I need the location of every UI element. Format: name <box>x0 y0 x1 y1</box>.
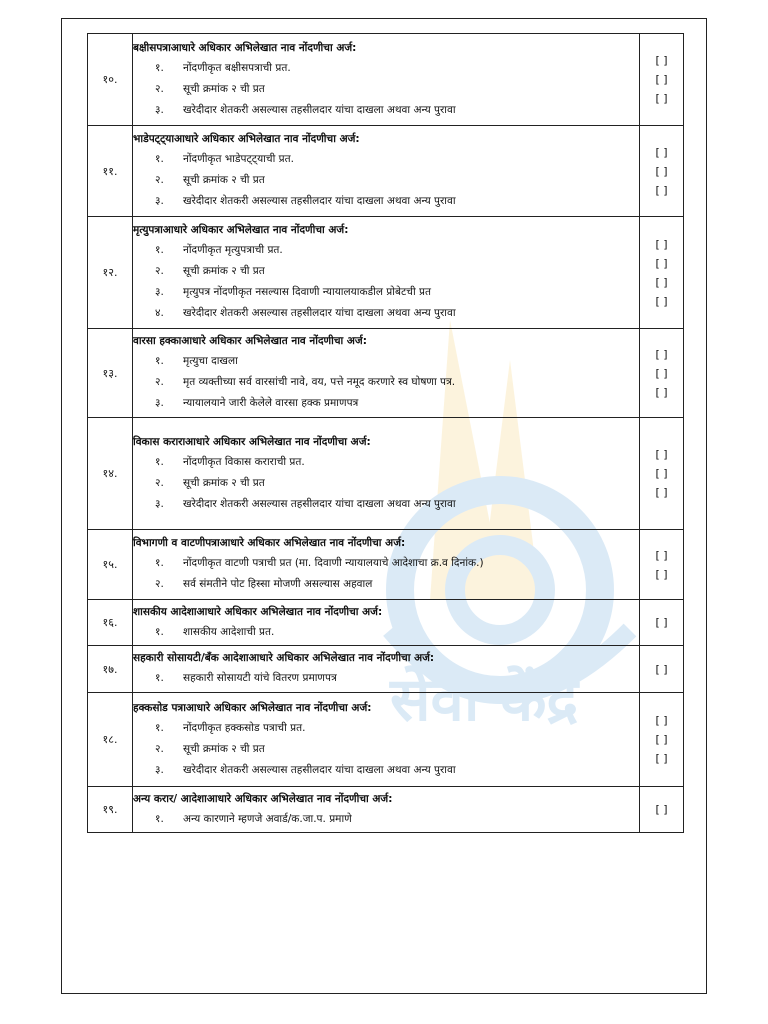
checklist-row <box>88 600 684 646</box>
document-item <box>133 718 639 739</box>
document-item <box>133 622 639 643</box>
section-number: १२. <box>88 217 133 329</box>
item-text: नोंदणीकृत भाडेपट्ट्याची प्रत. <box>183 153 294 165</box>
section-heading: बक्षीसपत्राआधारे अधिकार अभिलेखात नाव नोंदणीचा अर्ज: <box>133 41 357 54</box>
item-index: २. <box>155 578 164 590</box>
item-index: २. <box>155 82 164 95</box>
document-item <box>133 809 639 830</box>
item-index: १. <box>155 557 164 569</box>
section-content <box>133 34 640 126</box>
section-content <box>133 530 640 600</box>
checklist-row <box>88 418 684 530</box>
section-content <box>133 418 640 530</box>
item-index: ३. <box>155 195 164 207</box>
section-content <box>133 787 640 833</box>
document-item <box>133 393 639 414</box>
section-heading: शासकीय आदेशाआधारे अधिकार अभिलेखात नाव नोंदणीचा अर्ज: <box>133 605 383 618</box>
document-checkbox[interactable]: [ ] <box>655 486 668 499</box>
item-index: ३. <box>155 763 164 776</box>
item-index: २. <box>155 265 164 277</box>
item-index: १. <box>155 244 164 256</box>
section-heading: वारसा हक्काआधारे अधिकार अभिलेखात नाव नोंदणीचा अर्ज: <box>133 335 367 347</box>
checkbox-cell <box>640 126 684 217</box>
document-item <box>133 668 639 689</box>
document-item <box>133 473 639 494</box>
checklist-row <box>88 530 684 600</box>
item-index: १. <box>155 61 164 74</box>
checkbox-cell <box>640 600 684 646</box>
section-content <box>133 126 640 217</box>
checklist-row <box>88 217 684 329</box>
item-index: १. <box>155 672 164 684</box>
document-item <box>133 191 639 212</box>
document-checkbox[interactable]: [ ] <box>655 616 668 629</box>
document-item <box>133 100 639 121</box>
section-number: १०. <box>88 34 133 126</box>
section-number: १९. <box>88 787 133 833</box>
section-number: १४. <box>88 418 133 530</box>
item-text: अन्य कारणाने म्हणजे अवार्ड/क.जा.प. प्रमाणे <box>183 812 352 825</box>
item-text: न्यायालयाने जारी केलेले वारसा हक्क प्रमाणपत्र <box>183 397 359 409</box>
checkbox-cell <box>640 329 684 418</box>
section-heading: विभागणी व वाटणीपत्राआधारे अधिकार अभिलेखात नाव नोंदणीचा अर्ज: <box>133 537 406 549</box>
section-number: १७. <box>88 646 133 693</box>
item-index: २. <box>155 476 164 489</box>
checkbox-cell <box>640 418 684 530</box>
document-item <box>133 261 639 282</box>
document-item <box>133 372 639 393</box>
item-index: ३. <box>155 103 164 116</box>
document-checkbox[interactable]: [ ] <box>655 275 668 289</box>
checklist-row <box>88 787 684 833</box>
document-checkbox[interactable]: [ ] <box>655 145 668 159</box>
document-checkbox[interactable]: [ ] <box>655 448 668 461</box>
document-checkbox[interactable]: [ ] <box>655 347 668 361</box>
item-index: २. <box>155 742 164 755</box>
document-checkbox[interactable]: [ ] <box>655 662 668 676</box>
section-heading: सहकारी सोसायटी/बँक आदेशाआधारे अधिकार अभिलेखात नाव नोंदणीचा अर्ज: <box>133 652 435 664</box>
checkbox-cell <box>640 646 684 693</box>
document-item <box>133 739 639 760</box>
item-text: मृत्युचा दाखला <box>183 355 238 367</box>
item-text: सूची क्रमांक २ ची प्रत <box>183 265 265 277</box>
section-number: १८. <box>88 693 133 787</box>
document-item <box>133 574 639 595</box>
document-item <box>133 303 639 324</box>
document-checkbox[interactable]: [ ] <box>655 294 668 308</box>
section-heading: विकास कराराआधारे अधिकार अभिलेखात नाव नोंदणीचा अर्ज: <box>133 435 371 448</box>
item-text: सूची क्रमांक २ ची प्रत <box>183 82 265 95</box>
item-index: १. <box>155 721 164 734</box>
document-checkbox[interactable]: [ ] <box>655 567 668 581</box>
section-heading: अन्य करार/ आदेशाआधारे अधिकार अभिलेखात नाव नोंदणीचा अर्ज: <box>133 792 393 805</box>
document-item <box>133 149 639 170</box>
item-text: मृत्युपत्र नोंदणीकृत नसल्यास दिवाणी न्यायालयाकडील प्रोबेटची प्रत <box>183 286 431 298</box>
section-content <box>133 217 640 329</box>
item-text: नोंदणीकृत मृत्युपत्राची प्रत. <box>183 244 283 256</box>
document-checkbox[interactable]: [ ] <box>655 385 668 399</box>
section-content <box>133 646 640 693</box>
section-heading: भाडेपट्ट्याआधारे अधिकार अभिलेखात नाव नोंदणीचा अर्ज: <box>133 133 360 145</box>
checklist-row <box>88 693 684 787</box>
document-checklist-table <box>87 33 684 833</box>
document-checkbox[interactable]: [ ] <box>655 183 668 197</box>
item-index: १. <box>155 355 164 367</box>
item-index: ३. <box>155 286 164 298</box>
checkbox-cell <box>640 34 684 126</box>
checkbox-cell <box>640 217 684 329</box>
document-checkbox[interactable]: [ ] <box>655 548 668 562</box>
section-content <box>133 600 640 646</box>
document-item <box>133 494 639 515</box>
checkbox-cell <box>640 530 684 600</box>
document-item <box>133 351 639 372</box>
item-index: ३. <box>155 397 164 409</box>
item-text: खरेदीदार शेतकरी असल्यास तहसीलदार यांचा दाखला अथवा अन्य पुरावा <box>183 307 456 319</box>
item-text: सूची क्रमांक २ ची प्रत <box>183 742 265 755</box>
document-item <box>133 553 639 574</box>
document-item <box>133 452 639 473</box>
document-checkbox[interactable]: [ ] <box>655 366 668 380</box>
document-item <box>133 79 639 100</box>
document-item <box>133 58 639 79</box>
item-index: २. <box>155 376 164 388</box>
item-text: नोंदणीकृत विकास कराराची प्रत. <box>183 455 305 468</box>
document-checkbox[interactable]: [ ] <box>655 92 668 105</box>
item-index: ३. <box>155 497 164 510</box>
checkbox-cell <box>640 693 684 787</box>
document-checkbox[interactable]: [ ] <box>655 714 668 727</box>
item-text: नोंदणीकृत हक्कसोड पत्राची प्रत. <box>183 721 306 734</box>
document-item <box>133 170 639 191</box>
item-text: मृत व्यक्तीच्या सर्व वारसांची नावे, वय, पत्ते नमूद करणारे स्व घोषणा पत्र. <box>183 376 456 388</box>
document-checkbox[interactable]: [ ] <box>655 467 668 480</box>
section-content <box>133 693 640 787</box>
item-index: १. <box>155 455 164 468</box>
watermark-text: सेवा केंद्र <box>390 665 579 735</box>
document-checkbox[interactable]: [ ] <box>655 54 668 67</box>
document-checkbox[interactable]: [ ] <box>655 752 668 765</box>
checklist-row <box>88 329 684 418</box>
item-text: शासकीय आदेशाची प्रत. <box>183 625 275 638</box>
item-text: सूची क्रमांक २ ची प्रत <box>183 476 265 489</box>
checkbox-cell <box>640 787 684 833</box>
section-number: १५. <box>88 530 133 600</box>
item-text: नोंदणीकृत बक्षीसपत्राची प्रत. <box>183 61 291 74</box>
checklist-row <box>88 34 684 126</box>
document-item <box>133 240 639 261</box>
item-text: खरेदीदार शेतकरी असल्यास तहसीलदार यांचा दाखला अथवा अन्य पुरावा <box>183 763 456 776</box>
document-item <box>133 282 639 303</box>
document-checkbox[interactable]: [ ] <box>655 237 668 251</box>
section-heading: हक्कसोड पत्राआधारे अधिकार अभिलेखात नाव नोंदणीचा अर्ज: <box>133 701 372 714</box>
item-text: सर्व संमतीने पोट हिस्सा मोजणी असल्यास अहवाल <box>183 578 373 590</box>
section-content <box>133 329 640 418</box>
item-index: १. <box>155 625 164 638</box>
section-heading: मृत्युपत्राआधारे अधिकार अभिलेखात नाव नोंदणीचा अर्ज: <box>133 224 349 236</box>
document-checkbox[interactable]: [ ] <box>655 733 668 746</box>
document-checkbox[interactable]: [ ] <box>655 73 668 86</box>
section-number: १३. <box>88 329 133 418</box>
checklist-row <box>88 646 684 693</box>
document-checkbox[interactable]: [ ] <box>655 803 668 816</box>
item-text: खरेदीदार शेतकरी असल्यास तहसीलदार यांचा दाखला अथवा अन्य पुरावा <box>183 103 456 116</box>
checklist-row <box>88 126 684 217</box>
item-text: खरेदीदार शेतकरी असल्यास तहसीलदार यांचा दाखला अथवा अन्य पुरावा <box>183 497 456 510</box>
document-item <box>133 760 639 781</box>
document-checkbox[interactable]: [ ] <box>655 164 668 178</box>
item-index: २. <box>155 174 164 186</box>
item-index: १. <box>155 153 164 165</box>
item-text: सहकारी सोसायटी यांचे वितरण प्रमाणपत्र <box>183 672 337 684</box>
item-text: नोंदणीकृत वाटणी पत्राची प्रत (मा. दिवाणी न्यायालयाचे आदेशाचा क्र.व दिनांक.) <box>183 557 484 569</box>
item-index: १. <box>155 812 164 825</box>
item-text: सूची क्रमांक २ ची प्रत <box>183 174 265 186</box>
item-text: खरेदीदार शेतकरी असल्यास तहसीलदार यांचा दाखला अथवा अन्य पुरावा <box>183 195 456 207</box>
document-checkbox[interactable]: [ ] <box>655 256 668 270</box>
item-index: ४. <box>155 307 164 319</box>
section-number: ११. <box>88 126 133 217</box>
section-number: १६. <box>88 600 133 646</box>
